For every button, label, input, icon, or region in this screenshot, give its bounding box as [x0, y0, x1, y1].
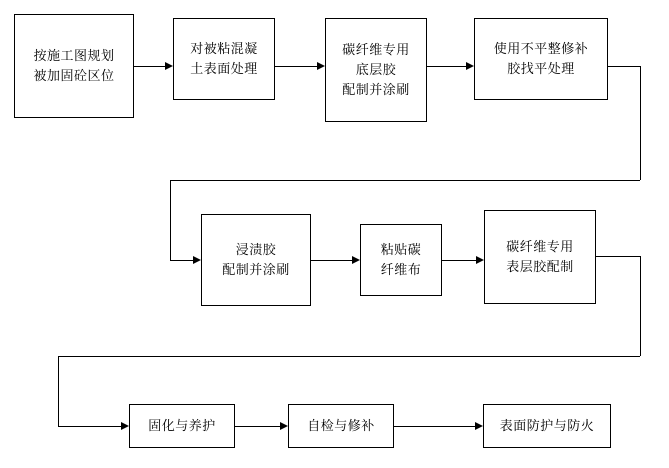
connector-n6-n7: [442, 260, 476, 261]
arrowhead-n8-n9: [280, 422, 288, 430]
arrowhead-n9-n10: [475, 422, 483, 430]
flow-node-n10-line-1: 表面防护与防火: [499, 418, 595, 433]
flow-node-n4-line-1: 使用不平整修补: [493, 41, 589, 56]
arrowhead-n6-n7: [476, 256, 484, 264]
flow-node-n4-line-2: 胶找平处理: [507, 61, 575, 76]
flow-node-n6[interactable]: [360, 224, 442, 296]
connector-n1-n2: [134, 66, 165, 67]
flow-node-n7-line-2: 表层胶配制: [506, 259, 574, 274]
connector-n7-n8-seg5: [58, 426, 121, 427]
connector-n4-n5-seg5: [170, 260, 193, 261]
connector-n4-n5-seg3: [170, 180, 640, 181]
connector-n3-n4: [427, 66, 466, 67]
flow-node-n9[interactable]: [288, 404, 394, 448]
flow-node-n8-line-1: 固化与养护: [148, 418, 216, 433]
flow-node-n7[interactable]: [484, 210, 596, 304]
flow-node-n3-line-1: 碳纤维专用: [342, 42, 410, 57]
connector-n7-n8-seg4: [58, 356, 59, 426]
flow-node-n5-line-2: 配制并涂刷: [222, 262, 290, 277]
arrowhead-n2-n3: [317, 62, 325, 70]
flow-node-n2-line-2: 土表面处理: [190, 61, 258, 76]
flow-node-n3-line-3: 配制并涂刷: [342, 82, 410, 97]
connector-n2-n3: [275, 66, 317, 67]
arrowhead-n5-n6: [352, 256, 360, 264]
connector-n7-n8-seg3: [58, 356, 640, 357]
flow-node-n1-line-1: 按施工图规划: [33, 48, 115, 63]
connector-n4-n5-seg4: [170, 180, 171, 260]
flow-node-n1-line-2: 被加固砼区位: [33, 68, 115, 83]
flow-node-n8[interactable]: [129, 404, 235, 448]
flow-node-n2-line-1: 对被粘混凝: [190, 41, 258, 56]
arrowhead-n3-n4: [466, 62, 474, 70]
connector-n7-n8-seg1: [596, 256, 640, 257]
flow-node-n3-line-2: 底层胶: [355, 62, 397, 77]
flow-node-n4[interactable]: [474, 18, 608, 100]
connector-n7-n8-seg2: [640, 256, 641, 356]
connector-n9-n10: [394, 426, 475, 427]
flow-node-n7-line-1: 碳纤维专用: [506, 239, 574, 254]
connector-n5-n6: [311, 260, 352, 261]
flow-node-n1[interactable]: [14, 14, 134, 118]
connector-n4-n5-seg1: [608, 66, 640, 67]
flow-node-n5-line-1: 浸渍胶: [235, 242, 277, 257]
arrowhead-n7-n8: [121, 422, 129, 430]
arrowhead-n1-n2: [165, 62, 173, 70]
arrowhead-n4-n5: [193, 256, 201, 264]
flow-node-n5[interactable]: [201, 214, 311, 306]
flow-node-n2[interactable]: [173, 18, 275, 100]
flow-node-n10[interactable]: [483, 404, 611, 448]
flow-node-n3[interactable]: [325, 18, 427, 122]
connector-n8-n9: [235, 426, 280, 427]
flow-node-n6-line-1: 粘贴碳: [380, 242, 422, 257]
connector-n4-n5-seg2: [640, 66, 641, 180]
flow-node-n6-line-2: 纤维布: [380, 262, 422, 277]
flow-node-n9-line-1: 自检与修补: [307, 418, 375, 433]
